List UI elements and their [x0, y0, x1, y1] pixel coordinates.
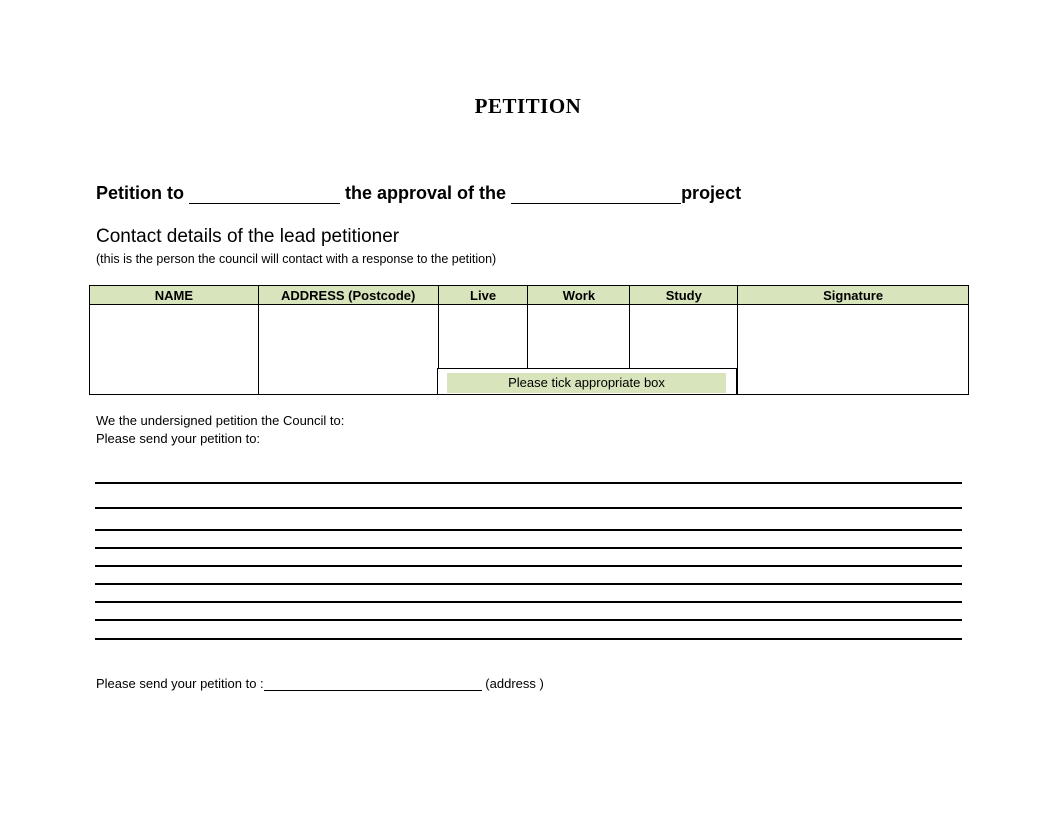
petition-suffix: project [681, 183, 742, 203]
writing-line[interactable] [95, 507, 962, 509]
writing-line[interactable] [95, 638, 962, 640]
name-cell[interactable] [90, 305, 259, 395]
table-header-row [90, 286, 969, 305]
writing-line[interactable] [95, 565, 962, 567]
petition-action-blank[interactable] [189, 184, 340, 204]
tick-note-box [437, 368, 737, 395]
header-work: Work [528, 286, 630, 305]
petition-middle: the approval of the [345, 183, 507, 203]
contact-heading: Contact details of the lead petitioner [96, 226, 400, 247]
send-to-statement: Please send your petition to: [96, 431, 261, 446]
header-study: Study [630, 286, 738, 305]
project-name-blank[interactable] [511, 184, 681, 204]
address-label: (address ) [485, 676, 544, 691]
writing-line[interactable] [95, 601, 962, 603]
petition-prefix: Petition to [96, 183, 184, 203]
writing-line[interactable] [95, 583, 962, 585]
header-address: ADDRESS (Postcode) [258, 286, 438, 305]
undersigned-statement: We the undersigned petition the Council to: [96, 413, 345, 428]
header-signature: Signature [738, 286, 969, 305]
signature-cell[interactable] [738, 305, 969, 395]
send-address-line [96, 676, 544, 691]
address-blank[interactable] [264, 676, 482, 691]
header-name: NAME [90, 286, 259, 305]
header-live: Live [438, 286, 528, 305]
writing-line[interactable] [95, 482, 962, 484]
tick-note: Please tick appropriate box [447, 373, 726, 393]
writing-line[interactable] [95, 619, 962, 621]
send-label: Please send your petition to : [96, 676, 264, 691]
page-title: PETITION [474, 94, 582, 118]
petition-statement [96, 183, 741, 204]
contact-subheading: (this is the person the council will contact with a response to the petition) [96, 252, 497, 266]
writing-line[interactable] [95, 529, 962, 531]
address-cell[interactable] [258, 305, 438, 395]
writing-line[interactable] [95, 547, 962, 549]
